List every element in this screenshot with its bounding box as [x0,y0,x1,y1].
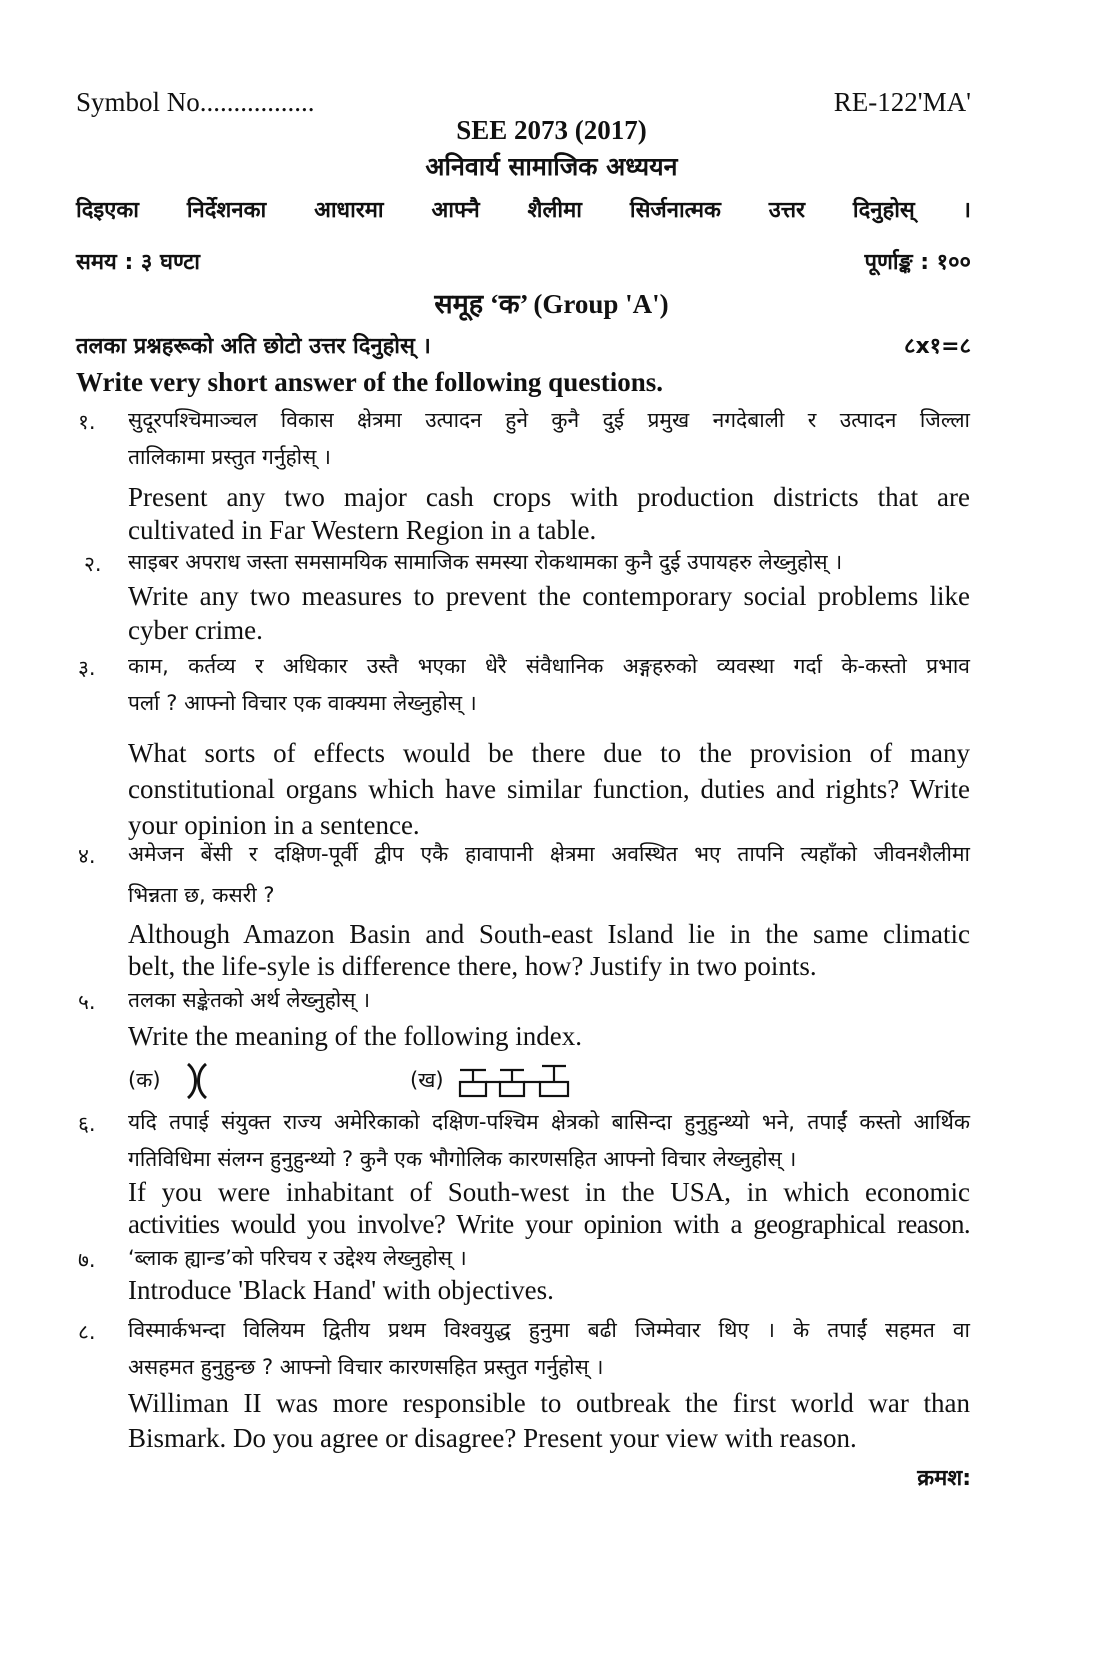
group-instruction-nepali: तलका प्रश्नहरूको अति छोटो उत्तर दिनुहोस् । [76,334,431,359]
question-text-nepali: सुदूरपश्चिमाञ्चल विकास क्षेत्रमा उत्पादन हुने कुनै दुई प्रमुख नगदेबाली र उत्पादन जिल्ला [128,408,970,432]
question-number: ५. [78,990,96,1014]
time-allowed: समय : ३ घण्टा [76,250,200,275]
question-text-english: What sorts of effects would be there due to the provision of many [128,738,970,768]
question-text-nepali: अमेजन बेंसी र दक्षिण-पूर्वी द्वीप एकै हावापानी क्षेत्रमा अवस्थित भए तापनि त्यहाँको जीवनशैलीमा [128,842,970,866]
question-number: ७. [78,1248,96,1272]
question-text-english: If you were inhabitant of South-west in the USA, in which economic [128,1177,970,1207]
question-text-nepali: भिन्नता छ, कसरी ? [128,883,275,907]
question-text-nepali: साइबर अपराध जस्ता समसामयिक सामाजिक समस्या रोकथामका कुनै दुई उपायहरु लेख्नुहोस् । [128,550,843,574]
question-text-english: Introduce 'Black Hand' with objectives. [128,1275,554,1305]
question-text-english: Write any two measures to prevent the contemporary social problems like [128,581,970,611]
symbol-number: Symbol No................. [76,87,315,117]
question-2 [128,546,970,648]
question-number: ६. [78,1112,96,1136]
settlement-symbol-icon [456,1060,574,1100]
question-text-english: Write the meaning of the following index. [128,1021,583,1051]
question-text-nepali: ‘ब्लाक ह्यान्ड’को परिचय र उद्देश्य लेख्नुहोस् । [128,1246,467,1270]
question-text-nepali: असहमत हुनुहुन्छ ? आफ्नो विचार कारणसहित प्रस्तुत गर्नुहोस् । [128,1355,604,1379]
question-4 [128,838,970,984]
symbol-label-kha: (ख) [410,1068,444,1092]
exam-title: SEE 2073 (2017) [456,115,647,145]
general-instruction: दिइएका निर्देशनका आधारमा आफ्नै शैलीमा सिर्जनात्मक उत्तर दिनुहोस् । [76,198,971,223]
question-text-english: cultivated in Far Western Region in a table. [128,515,597,545]
question-7 [128,1242,970,1308]
question-text-english: Bismark. Do you agree or disagree? Present your view with reason. [128,1423,857,1453]
question-number: १. [78,410,96,434]
question-8 [128,1314,970,1456]
question-6 [128,1106,970,1242]
question-text-nepali: पर्ला ? आफ्नो विचार एक वाक्यमा लेख्नुहोस् । [128,691,477,715]
question-text-nepali: काम, कर्तव्य र अधिकार उस्तै भएका धेरै संवैधानिक अङ्गहरुको व्यवस्था गर्दा के-कस्तो प्रभाव [128,654,970,678]
continued-marker: क्रमश: [917,1466,971,1491]
question-number: ८. [78,1320,96,1344]
question-text-english: activities would you involve? Write your opinion with a geographical reason. [128,1209,970,1239]
group-title [0,286,1103,322]
question-1 [128,404,970,548]
question-text-english: cyber crime. [128,615,263,645]
question-text-nepali: गतिविधिमा संलग्न हुनुहुन्थ्यो ? कुनै एक भौगोलिक कारणसहित आफ्नो विचार लेख्नुहोस् । [128,1147,797,1171]
question-text-nepali: तलका सङ्केतको अर्थ लेख्नुहोस् । [128,988,371,1012]
question-text-english: your opinion in a sentence. [128,810,420,840]
question-text-nepali: तालिकामा प्रस्तुत गर्नुहोस् । [128,445,331,469]
question-text-english: Present any two major cash crops with production districts that are [128,482,970,512]
question-number: ४. [78,844,96,868]
group-instruction-english: Write very short answer of the following questions. [76,367,663,397]
question-text-english: constitutional organs which have similar function, duties and rights? Write [128,774,970,804]
question-number: २. [84,552,102,576]
question-5 [128,984,970,1054]
question-text-english: Williman II was more responsible to outbreak the first world war than [128,1388,970,1418]
group-title-text: समूह ‘क’ (Group 'A') [434,289,669,319]
question-text-english: belt, the life-syle is difference there, how? Justify in two points. [128,951,817,981]
paper-code: RE-122'MA' [833,87,971,117]
symbol-label-ka: (क) [128,1068,161,1092]
question-text-nepali: यदि तपाई संयुक्त राज्य अमेरिकाको दक्षिण-पश्चिम क्षेत्रको बासिन्दा हुनुहुन्थ्यो भने, तपाईं कस्तो आर्थिक [128,1110,970,1134]
bridge-symbol-icon [174,1062,218,1100]
question-text-nepali: विस्मार्कभन्दा विलियम द्वितीय प्रथम विश्वयुद्ध हुनुमा बढी जिम्मेवार थिए । के तपाईं सहमत वा [128,1318,970,1342]
question-number: ३. [78,656,96,680]
subject-title: अनिवार्य सामाजिक अध्ययन [425,152,678,181]
full-marks: पूर्णाङ्क : १०० [864,250,971,275]
question-3 [128,650,970,843]
group-marks: ८x१=८ [904,334,971,359]
question-text-english: Although Amazon Basin and South-east Island lie in the same climatic [128,919,970,949]
